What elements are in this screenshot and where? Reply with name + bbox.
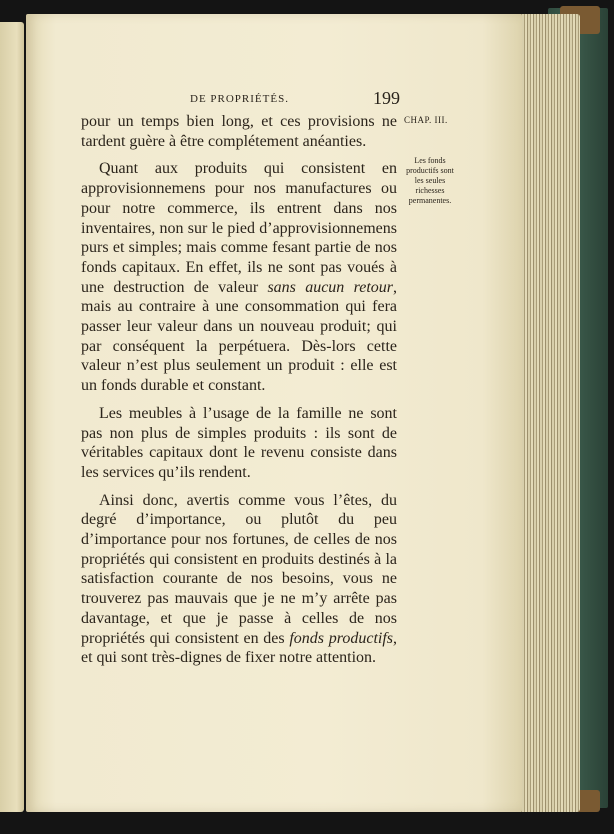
text-run: Ainsi donc, avertis comme vous l’êtes, du degré d’importance, ou plutôt du peu d’importance pour nos fortunes, de celles de nos propriétés qui consistent en produits destinés à la satisfaction courante de nos besoins, vous ne trouverez pas mauvais que je ne m’y arrête pas davantage, et que je passe à celles de nos propriétés qui consistent en des xyxy=(81,491,397,647)
margin-note-line: Les fonds xyxy=(414,156,446,165)
paragraph xyxy=(81,112,397,151)
text-run: Quant aux produits qui consistent en approvisionnemens pour nos manufactures ou pour notre commerce, ils entrent dans nos inventaires, non sur le pied d’approvisionnemens purs et simples; mais comme fesant partie de nos fonds capitaux. En effet, ils ne sont pas voués à une destruction de valeur xyxy=(81,160,397,296)
page-number: 199 xyxy=(373,88,400,108)
margin-note-line: les seules xyxy=(414,176,446,185)
body-text xyxy=(81,112,397,668)
text-run: pour un temps bien long, et ces provisions ne tardent guère à être complétement anéanties. xyxy=(81,113,397,150)
paragraph xyxy=(81,159,397,395)
paragraph xyxy=(81,404,397,483)
running-head xyxy=(190,88,400,110)
text-run: Les meubles à l’usage de la famille ne sont pas non plus de simples produits : ils sont de véritables capitaux dont le revenu consiste dans les services qu’ils rendent. xyxy=(81,404,397,481)
text-run: , mais au contraire à une consommation qui fera passer leur valeur dans un nouveau produit; qui par conséquent la perpétuera. Dès-lors cette valeur n’est plus seulement un produit : elle est un fonds durable et constant. xyxy=(81,278,397,395)
left-page-edge xyxy=(0,22,24,812)
italic-run: sans aucun retour xyxy=(267,278,393,296)
paragraph xyxy=(81,491,397,668)
text-run: , et qui sont très-dignes de fixer notre attention. xyxy=(81,629,398,667)
margin-note-line: permanentes. xyxy=(408,196,452,205)
margin-note-line: richesses xyxy=(415,186,445,195)
margin-chapter-label: CHAP. III. xyxy=(404,115,448,125)
margin-note-line: productifs sont xyxy=(406,166,454,175)
margin-note xyxy=(398,156,462,206)
italic-run: fonds productifs xyxy=(289,629,394,647)
running-head-title: DE PROPRIÉTÉS. xyxy=(190,93,289,105)
